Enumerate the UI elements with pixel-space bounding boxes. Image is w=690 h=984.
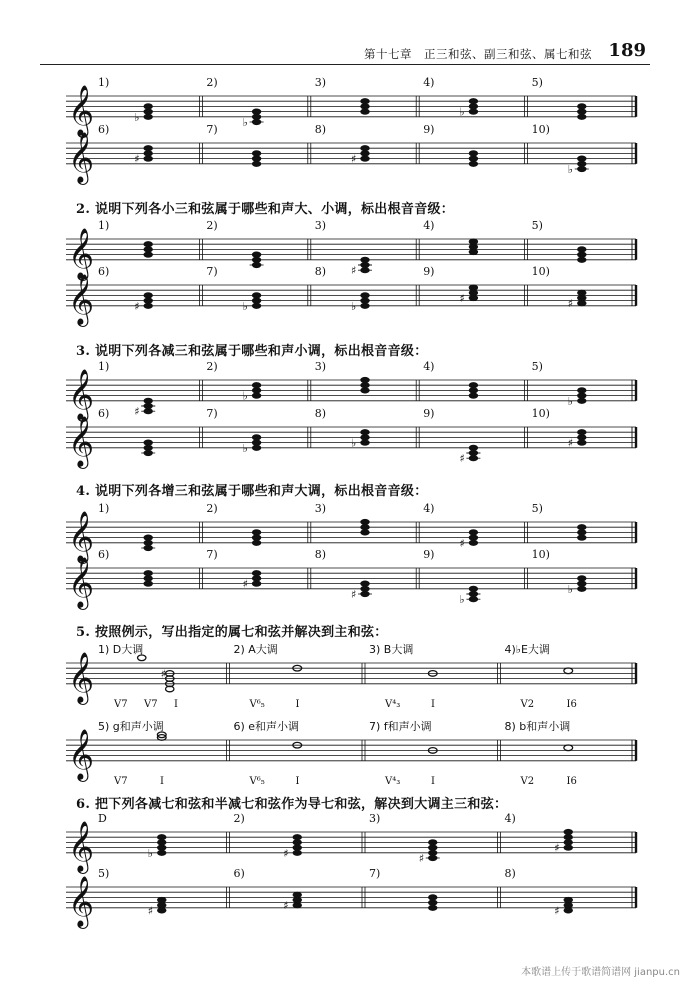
- measure-label: 1): [98, 76, 110, 89]
- sharp-icon: ♯: [134, 299, 140, 313]
- measure-label: 8): [314, 123, 327, 136]
- measure-label: 6): [233, 867, 245, 880]
- measure-label: 2): [206, 502, 218, 515]
- note-head: [469, 382, 478, 388]
- sharp-icon: ♯: [283, 899, 289, 913]
- flat-icon: ♭: [459, 105, 465, 119]
- measure-label: 7): [206, 548, 218, 561]
- note-head: [564, 845, 573, 851]
- note-head: [361, 586, 370, 592]
- note-head: [144, 540, 153, 546]
- note-head: [469, 540, 478, 546]
- flat-icon: ♭: [567, 163, 574, 176]
- note-head: [252, 298, 261, 304]
- note-head: [252, 435, 261, 441]
- measure-label: 10): [531, 265, 550, 278]
- measure-label: 1) D大调: [98, 643, 144, 656]
- note-head: [564, 829, 573, 835]
- measure-label: 5) g和声小调: [98, 720, 164, 733]
- roman-numeral: V⁴₃: [385, 776, 401, 787]
- flat-icon: ♭: [351, 436, 357, 450]
- note-head: [577, 530, 586, 536]
- roman-numeral: V2: [520, 776, 535, 787]
- note-head: [293, 845, 302, 851]
- measure-label: 3): [314, 76, 327, 89]
- sharp-icon: ♯: [242, 577, 248, 591]
- treble-clef-icon: 𝄞: [68, 556, 95, 608]
- note-head: [252, 576, 261, 582]
- note-head: [469, 445, 478, 451]
- sharp-icon: ♯: [459, 536, 465, 550]
- roman-numeral: I6: [566, 776, 577, 787]
- sharp-icon: ♯: [567, 297, 574, 311]
- note-head: [577, 257, 586, 263]
- note-head: [252, 445, 261, 451]
- measure-label: 3): [369, 812, 381, 825]
- staff-s4-row-2: [60, 548, 650, 618]
- measure-label: 3): [314, 502, 327, 515]
- note-head: [144, 581, 153, 587]
- measure-label: 1): [98, 360, 110, 373]
- treble-clef-icon: 𝄞: [68, 273, 95, 325]
- treble-clef-icon: 𝄞: [68, 728, 95, 780]
- note-head: [577, 300, 586, 306]
- note-head: [564, 902, 573, 908]
- roman-numeral: I: [295, 699, 300, 710]
- note-head: [252, 151, 261, 157]
- note-head: [469, 586, 478, 592]
- measure-label: 9): [423, 265, 435, 278]
- flat-icon: ♭: [242, 441, 248, 455]
- measure-label: 7): [206, 407, 218, 420]
- measure-label: 4): [423, 360, 435, 373]
- flat-icon: ♭: [567, 582, 574, 596]
- note-head: [428, 900, 437, 906]
- sharp-icon: ♯: [351, 152, 357, 166]
- note-head: [252, 570, 261, 576]
- measure-label: 6): [98, 265, 110, 278]
- roman-numeral: I: [174, 699, 178, 710]
- measure-label: 8): [314, 407, 327, 420]
- note-head: [577, 156, 586, 162]
- note-head: [252, 530, 261, 536]
- measure-label: 1): [98, 502, 110, 515]
- note-head: [469, 535, 478, 541]
- note-head: [157, 840, 166, 846]
- measure-label: 7): [369, 867, 381, 880]
- note-head: [469, 104, 478, 110]
- note-head: [252, 293, 261, 299]
- note-head: [577, 290, 586, 296]
- sharp-icon: ♯: [160, 667, 167, 681]
- note-head: [577, 429, 586, 435]
- roman-numeral: I: [160, 776, 164, 787]
- roman-numeral: V2: [520, 699, 535, 710]
- measure-label: 8): [314, 265, 327, 278]
- sharp-icon: ♯: [283, 846, 289, 860]
- note-head: [361, 145, 370, 151]
- note-head: [577, 388, 586, 394]
- note-head: [144, 241, 153, 247]
- note-head: [361, 377, 370, 383]
- note-head: [577, 535, 586, 541]
- flat-icon: ♭: [567, 394, 574, 408]
- measure-label: 5): [531, 502, 543, 515]
- note-head: [361, 298, 370, 304]
- note-head: [293, 850, 302, 856]
- note-head: [428, 845, 437, 851]
- note-head: [144, 109, 153, 115]
- note-head: [564, 834, 573, 840]
- note-head: [144, 440, 153, 446]
- flat-icon: ♭: [242, 116, 248, 129]
- note-head: [361, 435, 370, 441]
- note-head: [428, 850, 437, 856]
- treble-clef-icon: 𝄞: [68, 415, 95, 467]
- measure-label: 10): [531, 123, 550, 136]
- measure-label: 1): [98, 219, 110, 232]
- note-head: [252, 540, 261, 546]
- note-head: [157, 902, 166, 908]
- note-head: [144, 252, 153, 258]
- measure-label: 5): [531, 219, 543, 232]
- page-number: 189: [608, 40, 646, 61]
- measure-label: 4)♭E大调: [504, 643, 550, 656]
- note-head: [293, 897, 302, 903]
- note-head: [361, 382, 370, 388]
- note-head: [469, 109, 478, 115]
- treble-clef-icon: 𝄞: [68, 227, 95, 279]
- section-6-heading: 6. 把下列各减七和弦和半减七和弦作为导七和弦，解决到大调主三和弦：: [76, 797, 508, 812]
- note-head: [577, 104, 586, 110]
- roman-numeral: V7: [144, 699, 158, 710]
- note-head: [577, 252, 586, 258]
- note-head: [577, 114, 586, 120]
- note-head: [252, 393, 261, 399]
- measure-label: 2) A大调: [233, 643, 278, 656]
- note-head: [469, 295, 478, 301]
- note-head: [361, 519, 370, 525]
- staff-s1-row-2: [60, 123, 650, 193]
- measure-label: 9): [423, 407, 435, 420]
- note-head: [144, 398, 153, 404]
- flat-icon: ♭: [147, 846, 153, 860]
- note-head: [252, 114, 261, 120]
- note-head: [144, 570, 153, 576]
- note-head: [361, 388, 370, 394]
- note-head: [252, 382, 261, 388]
- note-head: [577, 576, 586, 582]
- note-head: [428, 840, 437, 846]
- note-head: [361, 104, 370, 110]
- measure-label: 2): [233, 812, 245, 825]
- note-head: [157, 834, 166, 840]
- measure-label: 2): [206, 360, 218, 373]
- note-head: [564, 668, 573, 674]
- sharp-icon: ♯: [351, 264, 357, 278]
- footer-watermark: 本歌谱上传于歌谱简谱网 jianpu.cn: [521, 967, 680, 978]
- measure-label: 3): [314, 360, 327, 373]
- section-2-heading: 2. 说明下列各小三和弦属于哪些和声大、小调，标出根音音级：: [76, 202, 455, 217]
- note-head: [577, 295, 586, 301]
- note-head: [144, 151, 153, 157]
- note-head: [157, 845, 166, 851]
- sharp-icon: ♯: [134, 152, 140, 166]
- measure-label: 5): [531, 360, 543, 373]
- note-head: [293, 902, 302, 908]
- header-rule: [40, 64, 650, 65]
- note-head: [144, 576, 153, 582]
- note-head: [428, 905, 437, 911]
- sharp-icon: ♯: [567, 436, 574, 450]
- sharp-icon: ♯: [147, 904, 154, 918]
- note-head: [577, 398, 586, 404]
- measure-label: 8): [314, 548, 327, 561]
- measure-label: 8) b和声小调: [504, 720, 571, 733]
- measure-label: 3) B大调: [369, 643, 414, 656]
- note-head: [469, 530, 478, 536]
- note-head: [564, 745, 573, 751]
- treble-clef-icon: 𝄞: [68, 510, 95, 562]
- note-head: [577, 440, 586, 446]
- note-head: [577, 247, 586, 253]
- page-header: [40, 38, 650, 68]
- note-head: [361, 429, 370, 435]
- note-head: [361, 303, 370, 309]
- note-head: [428, 895, 437, 901]
- treble-clef-icon: 𝄞: [68, 820, 95, 872]
- note-head: [361, 581, 370, 587]
- section-5-heading: 5. 按照例示，写出指定的属七和弦并解决到主和弦：: [76, 625, 388, 640]
- note-head: [157, 850, 166, 856]
- sharp-icon: ♯: [554, 841, 560, 855]
- note-head: [361, 524, 370, 530]
- note-head: [361, 156, 370, 162]
- measure-label: 4): [423, 76, 435, 89]
- measure-label: 5): [98, 867, 110, 880]
- note-head: [469, 285, 478, 291]
- roman-numeral: I6: [566, 699, 577, 710]
- sharp-icon: ♯: [134, 405, 140, 419]
- measure-label: 6): [98, 548, 110, 561]
- roman-numeral: V⁶₅: [249, 776, 265, 787]
- measure-label: 5): [531, 76, 543, 89]
- sharp-icon: ♯: [418, 852, 425, 865]
- note-head: [564, 840, 573, 846]
- staff-s5-row-1: [60, 643, 650, 713]
- sharp-icon: ♯: [351, 588, 357, 601]
- treble-clef-icon: 𝄞: [68, 131, 95, 183]
- roman-numeral: V7: [114, 699, 128, 710]
- note-head: [361, 98, 370, 104]
- note-head: [144, 535, 153, 541]
- staff-s5-row-2: [60, 720, 650, 790]
- note-head: [144, 298, 153, 304]
- roman-numeral: V⁶₅: [249, 699, 265, 710]
- note-head: [469, 393, 478, 399]
- note-head: [469, 244, 478, 250]
- treble-clef-icon: 𝄞: [68, 651, 95, 703]
- staff-s3-row-2: [60, 407, 650, 477]
- note-head: [361, 257, 370, 263]
- measure-label: 9): [423, 548, 435, 561]
- measure-label: 6): [98, 123, 110, 136]
- measure-label: D: [98, 812, 107, 825]
- measure-label: 6) e和声小调: [233, 720, 300, 733]
- note-head: [293, 892, 302, 898]
- roman-numeral: V7: [114, 776, 128, 787]
- note-head: [469, 156, 478, 162]
- sharp-icon: ♯: [554, 904, 560, 918]
- measure-label: 2): [206, 76, 218, 89]
- note-head: [577, 161, 586, 167]
- note-head: [144, 293, 153, 299]
- treble-clef-icon: 𝄞: [68, 84, 95, 136]
- note-head: [361, 440, 370, 446]
- note-head: [157, 897, 166, 903]
- note-head: [252, 161, 261, 167]
- note-head: [469, 249, 478, 255]
- roman-numeral: I: [431, 699, 435, 710]
- treble-clef-icon: 𝄞: [68, 875, 95, 927]
- note-head: [144, 445, 153, 451]
- note-head: [361, 293, 370, 299]
- measure-label: 9): [423, 123, 435, 136]
- note-head: [469, 239, 478, 245]
- measure-label: 10): [531, 407, 550, 420]
- measure-label: 7) f和声小调: [369, 720, 432, 733]
- note-head: [469, 290, 478, 296]
- sharp-icon: ♯: [459, 292, 465, 305]
- note-head: [469, 151, 478, 157]
- roman-numeral: I: [295, 776, 300, 787]
- note-head: [252, 252, 261, 258]
- note-head: [144, 303, 153, 309]
- flat-icon: ♭: [242, 389, 248, 403]
- note-head: [293, 834, 302, 840]
- flat-icon: ♭: [351, 299, 357, 313]
- note-head: [577, 581, 586, 587]
- note-head: [469, 98, 478, 104]
- note-head: [577, 109, 586, 115]
- note-head: [469, 388, 478, 394]
- roman-numeral: I: [431, 776, 435, 787]
- section-4-heading: 4. 说明下列各增三和弦属于哪些和声大调，标出根音音级：: [76, 484, 428, 499]
- note-head: [144, 247, 153, 253]
- note-head: [564, 908, 573, 914]
- note-head: [252, 581, 261, 587]
- note-head: [252, 109, 261, 115]
- measure-label: 4): [423, 502, 435, 515]
- measure-label: 6): [98, 407, 110, 420]
- section-3-heading: 3. 说明下列各减三和弦属于哪些和声小调，标出根音音级：: [76, 344, 428, 359]
- note-head: [361, 151, 370, 157]
- note-head: [252, 535, 261, 541]
- note-head: [577, 435, 586, 441]
- note-head: [361, 530, 370, 536]
- note-head: [293, 840, 302, 846]
- note-head: [252, 257, 261, 263]
- measure-label: 4): [423, 219, 435, 232]
- flat-icon: ♭: [242, 299, 248, 313]
- measure-label: 4): [504, 812, 516, 825]
- measure-label: 7): [206, 265, 218, 278]
- note-head: [252, 156, 261, 162]
- note-head: [144, 104, 153, 110]
- staff-s2-row-2: [60, 265, 650, 335]
- flat-icon: ♭: [134, 110, 140, 124]
- staff-s6-row-2: [60, 867, 650, 937]
- treble-clef-icon: 𝄞: [68, 368, 95, 420]
- chapter-title: 第十七章 正三和弦、副三和弦、属七和弦: [364, 47, 592, 61]
- note-head: [144, 156, 153, 162]
- note-head: [361, 109, 370, 115]
- sharp-icon: ♯: [459, 452, 465, 466]
- note-head: [252, 440, 261, 446]
- note-head: [252, 303, 261, 309]
- note-head: [144, 114, 153, 120]
- note-head: [564, 897, 573, 903]
- measure-label: 10): [531, 548, 550, 561]
- note-head: [577, 393, 586, 399]
- flat-icon: ♭: [459, 593, 465, 607]
- measure-label: 8): [504, 867, 516, 880]
- note-head: [469, 161, 478, 167]
- note-head: [577, 524, 586, 530]
- note-head: [144, 145, 153, 151]
- measure-label: 2): [206, 219, 218, 232]
- roman-numeral: V⁴₃: [385, 699, 401, 710]
- measure-label: 7): [206, 123, 218, 136]
- note-head: [577, 586, 586, 592]
- measure-label: 3): [314, 219, 327, 232]
- note-head: [252, 388, 261, 394]
- note-head: [157, 908, 166, 914]
